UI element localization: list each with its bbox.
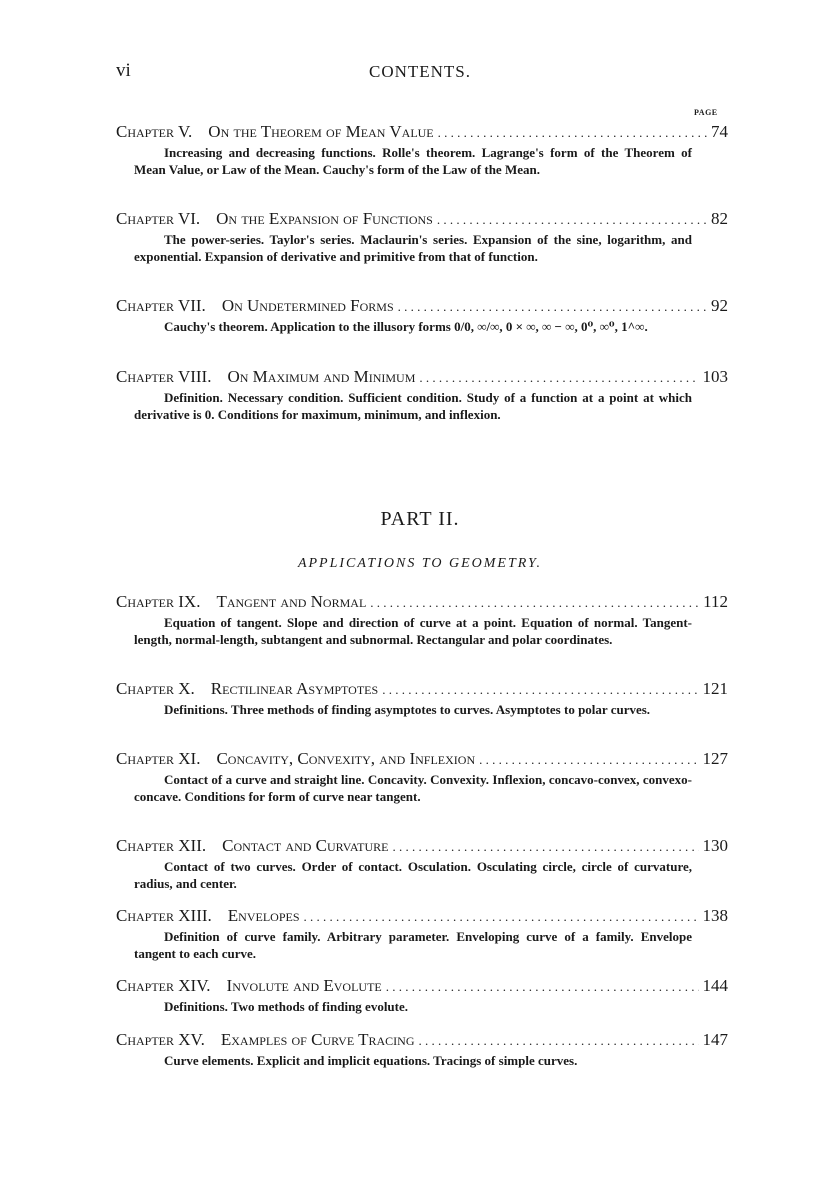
toc-entry-heading bbox=[116, 122, 728, 143]
dot-leader bbox=[386, 977, 699, 997]
chapter-title: Contact and Curvature bbox=[222, 836, 389, 855]
page-number: 147 bbox=[702, 1030, 728, 1049]
page-number: 144 bbox=[702, 976, 728, 995]
toc-entry-chapter-xiv bbox=[116, 976, 728, 1015]
dot-leader bbox=[382, 680, 698, 700]
page-number: 92 bbox=[711, 296, 728, 315]
toc-entry-chapter-xv bbox=[116, 1030, 728, 1069]
chapter-label: Chapter IX. bbox=[116, 592, 201, 611]
chapter-description: Curve elements. Explicit and implicit equations. Tracings of simple curves. bbox=[164, 1053, 578, 1068]
toc-entry-chapter-xii bbox=[116, 836, 728, 892]
chapter-label: Chapter VIII. bbox=[116, 367, 212, 386]
toc-entry-heading bbox=[116, 836, 728, 857]
chapter-label: Chapter VII. bbox=[116, 296, 206, 315]
chapter-description: Definitions. Three methods of finding asymptotes to curves. Asymptotes to polar curves. bbox=[164, 702, 651, 717]
chapter-title: Involute and Evolute bbox=[226, 976, 382, 995]
chapter-label: Chapter VI. bbox=[116, 209, 201, 228]
chapter-label: Chapter X. bbox=[116, 679, 195, 698]
chapter-description: Contact of two curves. Order of contact. Osculation. Osculating circle, circle of curvature, radius, and center. bbox=[134, 859, 692, 891]
chapter-title: Concavity, Convexity, and Inflexion bbox=[216, 749, 476, 768]
toc-entry-heading bbox=[116, 592, 728, 613]
chapter-title: On the Expansion of Functions bbox=[216, 209, 433, 228]
toc-entry-heading bbox=[116, 367, 728, 388]
chapter-description: The power-series. Taylor's series. Maclaurin's series. Expansion of the sine, logarithm, and exponential. Expansion of derivative and primitive from that of function. bbox=[134, 232, 692, 264]
toc-entry-chapter-vi bbox=[116, 209, 728, 265]
toc-entry-chapter-xi bbox=[116, 749, 728, 805]
chapter-description: Definition. Necessary condition. Sufficient condition. Study of a function at a point at which derivative is 0. Conditions for maximum, minimum, and inflexion. bbox=[134, 390, 692, 422]
dot-leader bbox=[304, 907, 699, 927]
chapter-description: Definition of curve family. Arbitrary parameter. Enveloping curve of a family. Envelope tangent to each curve. bbox=[134, 929, 692, 961]
chapter-description: Increasing and decreasing functions. Rolle's theorem. Lagrange's form of the Theorem of Mean Value, or Law of the Mean. Cauchy's form of the Law of the Mean. bbox=[134, 145, 692, 177]
toc-entry-chapter-vii bbox=[116, 296, 728, 335]
chapter-label: Chapter XV. bbox=[116, 1030, 205, 1049]
toc-entry-chapter-ix bbox=[116, 592, 728, 648]
page-column-label: PAGE bbox=[694, 108, 718, 117]
dot-leader bbox=[419, 368, 698, 388]
page-number: 121 bbox=[702, 679, 728, 698]
page-number: 138 bbox=[702, 906, 728, 925]
chapter-title: Examples of Curve Tracing bbox=[220, 1030, 415, 1049]
page-number: 130 bbox=[702, 836, 728, 855]
toc-entry-heading bbox=[116, 1030, 728, 1051]
chapter-description: Equation of tangent. Slope and direction of curve at a point. Equation of normal. Tangent-length, normal-length, subtangent and subnormal. Rectangular and polar coordinates. bbox=[134, 615, 692, 647]
toc-entry-chapter-x bbox=[116, 679, 728, 718]
chapter-title: On Undetermined Forms bbox=[221, 296, 394, 315]
page-number: 127 bbox=[702, 749, 728, 768]
chapter-label: Chapter XIV. bbox=[116, 976, 211, 995]
toc-entry-heading bbox=[116, 906, 728, 927]
dot-leader bbox=[479, 750, 698, 770]
chapter-title: Rectilinear Asymptotes bbox=[210, 679, 379, 698]
chapter-description: Contact of a curve and straight line. Concavity. Convexity. Inflexion, concavo-convex, convexo-concave. Conditions for form of curve near tangent. bbox=[134, 772, 692, 804]
toc-entry-chapter-xiii bbox=[116, 906, 728, 962]
part-title: PART II. bbox=[380, 508, 460, 530]
toc-entry-heading bbox=[116, 209, 728, 230]
page-folio: vi bbox=[116, 60, 131, 81]
part-subtitle: APPLICATIONS TO GEOMETRY. bbox=[297, 556, 543, 571]
toc-entry-heading bbox=[116, 679, 728, 700]
chapter-label: Chapter XII. bbox=[116, 836, 207, 855]
toc-entry-chapter-v bbox=[116, 122, 728, 178]
page-number: 74 bbox=[711, 122, 728, 141]
chapter-description: Definitions. Two methods of finding evolute. bbox=[164, 999, 409, 1014]
dot-leader bbox=[370, 593, 699, 613]
dot-leader bbox=[418, 1031, 698, 1051]
chapter-label: Chapter XI. bbox=[116, 749, 201, 768]
chapter-description: Cauchy's theorem. Application to the illusory forms 0/0, ∞/∞, 0 × ∞, ∞ − ∞, 0⁰, ∞⁰, 1^∞. bbox=[164, 319, 648, 334]
dot-leader bbox=[392, 837, 698, 857]
page-number: 103 bbox=[702, 367, 728, 386]
chapter-title: On Maximum and Minimum bbox=[227, 367, 416, 386]
chapter-label: Chapter XIII. bbox=[116, 906, 212, 925]
page-number: 82 bbox=[711, 209, 728, 228]
chapter-title: Tangent and Normal bbox=[216, 592, 367, 611]
toc-entry-heading bbox=[116, 296, 728, 317]
running-title: CONTENTS. bbox=[368, 62, 472, 81]
dot-leader bbox=[437, 210, 707, 230]
chapter-title: Envelopes bbox=[227, 906, 300, 925]
chapter-label: Chapter V. bbox=[116, 122, 193, 141]
toc-entry-heading bbox=[116, 749, 728, 770]
dot-leader bbox=[438, 123, 707, 143]
toc-entry-heading bbox=[116, 976, 728, 997]
page-number: 112 bbox=[703, 592, 728, 611]
dot-leader bbox=[398, 297, 707, 317]
chapter-title: On the Theorem of Mean Value bbox=[208, 122, 434, 141]
toc-entry-chapter-viii bbox=[116, 367, 728, 423]
